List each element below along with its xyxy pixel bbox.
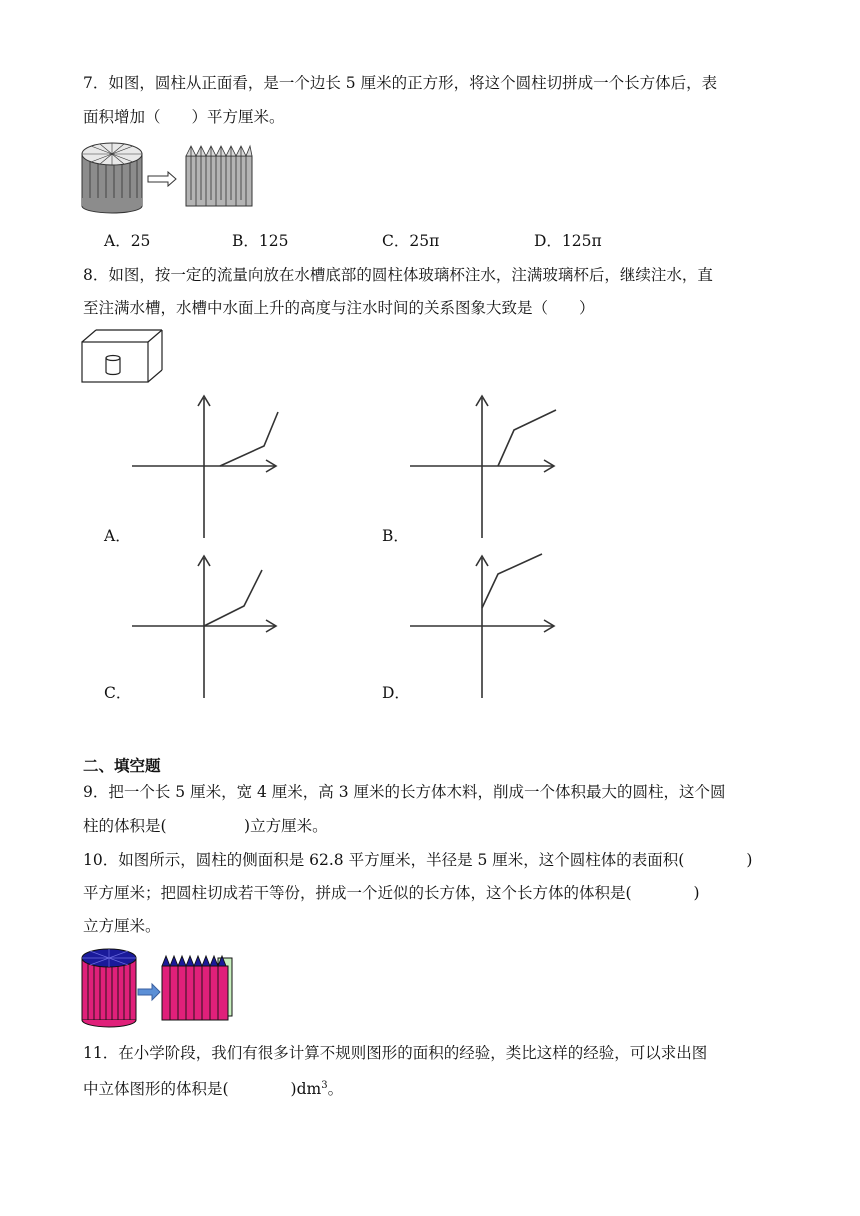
q7-option-a: A．25 xyxy=(104,232,151,250)
q8-tank-figure xyxy=(80,328,166,384)
q8-graph-d xyxy=(408,552,558,700)
q8-graph-c xyxy=(130,552,280,700)
q11-line2-sup: 3 xyxy=(321,1080,328,1091)
q10-text-line3: 立方厘米。 xyxy=(83,917,161,935)
q8-option-c: C． xyxy=(104,684,132,702)
q10-text-line1: 10．如图所示，圆柱的侧面积是 62.8 平方厘米，半径是 5 厘米，这个圆柱体的表面积( ) xyxy=(83,851,753,869)
q10-text-line2: 平方厘米；把圆柱切成若干等份，拼成一个近似的长方体，这个长方体的体积是( ) xyxy=(83,884,700,902)
q11-line2-end: 。 xyxy=(327,1080,344,1099)
q7-text-line2: 面积增加（ ）平方厘米。 xyxy=(83,108,285,126)
q8-text-line1: 8．如图，按一定的流量向放在水槽底部的圆柱体玻璃杯注水，注满玻璃杯后，继续注水，直 xyxy=(83,266,713,284)
q8-option-d: D． xyxy=(382,684,410,702)
q7-figure xyxy=(80,140,260,216)
q8-graph-a xyxy=(130,392,280,540)
q10-figure xyxy=(80,946,240,1030)
q7-text-line1: 7．如图，圆柱从正面看，是一个边长 5 厘米的正方形，将这个圆柱切拼成一个长方体后，表 xyxy=(83,74,718,92)
q11-text-line2 xyxy=(83,1076,343,1099)
q8-text-line2: 至注满水槽，水槽中水面上升的高度与注水时间的关系图象大致是（ ） xyxy=(83,299,595,317)
q9-text-line1: 9．把一个长 5 厘米，宽 4 厘米，高 3 厘米的长方体木料，削成一个体积最大的圆柱，这个圆 xyxy=(83,783,726,801)
q11-text-line1: 11．在小学阶段，我们有很多计算不规则图形的面积的经验，类比这样的经验，可以求出图 xyxy=(83,1044,708,1062)
q9-text-line2: 柱的体积是( )立方厘米。 xyxy=(83,817,328,835)
q8-graph-b xyxy=(408,392,558,540)
q8-option-b: B． xyxy=(382,527,409,545)
q11-line2-main: 中立体图形的体积是( )dm xyxy=(83,1080,322,1099)
q7-option-c: C．25π xyxy=(382,232,440,250)
q8-option-a: A． xyxy=(104,527,131,545)
section-title: 二、填空题 xyxy=(83,757,161,775)
q7-option-b: B．125 xyxy=(232,232,289,250)
q7-option-d: D．125π xyxy=(534,232,602,250)
